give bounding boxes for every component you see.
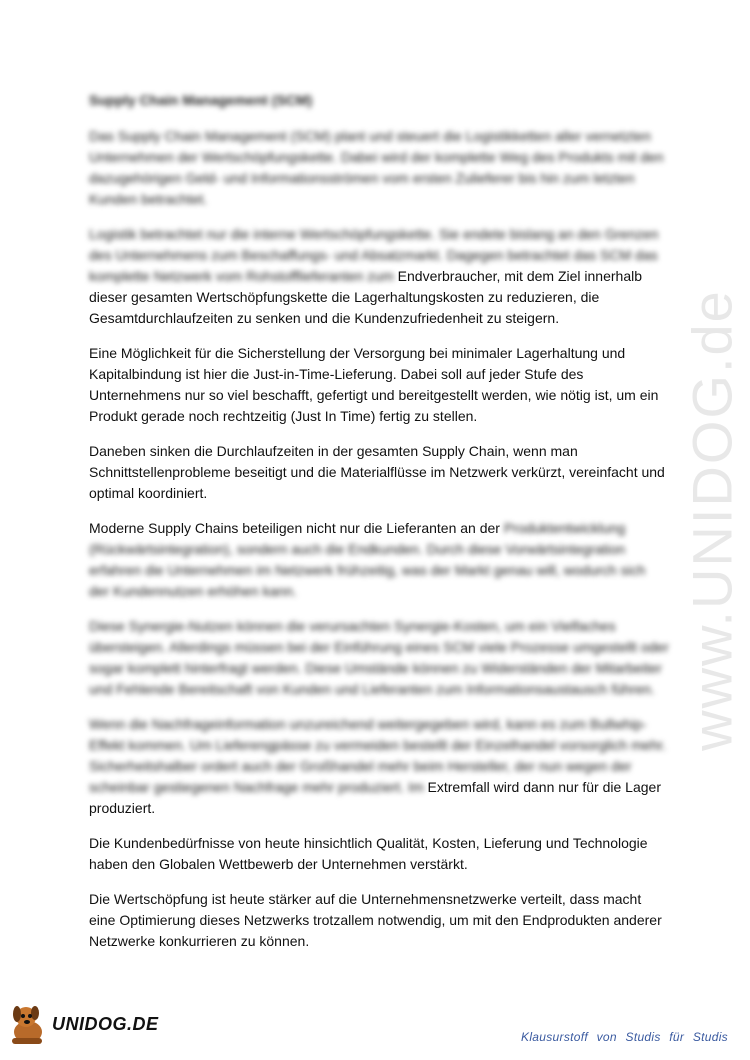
document-title: Supply Chain Management (SCM) xyxy=(89,92,313,108)
paragraph-7 xyxy=(89,714,669,819)
paragraph-5-blurred: Produktentwicklung (Rückwärtsintegration), sondern auch die Endkunden. Durch diese Vorwärtsintegration erfahren die Unternehmen im Netzwerk frühzeitig, was der Markt genau will, wodurch sich der Kundennutzen erhöhen kann. xyxy=(89,520,646,599)
paragraph-2-blurred: Logistik betrachtet nur die interne Wertschöpfungskette. Sie endete bislang an den Grenzen des Unternehmens zum Beschaffungs- und Absatzmarkt. Dagegen betrachtet das SCM das komplette Netzwerk vom Rohstofflieferanten zum xyxy=(89,226,659,284)
paragraph-9: Die Wertschöpfung ist heute stärker auf die Unternehmensnetzwerke verteilt, dass macht eine Optimierung dieses Netzwerks trotzallem notwendig, um mit den Endprodukten anderer Netzwerke konkurrieren zu können. xyxy=(89,891,662,949)
paragraph-2-clear: Endverbraucher, mit dem Ziel innerhalb dieser gesamten Wertschöpfungskette die Lagerhaltungskosten zu reduzieren, die Gesamtdurchlaufzeiten zu senken und die Kundenzufriedenheit zu steigern. xyxy=(89,268,642,326)
logo-text: UNIDOG.DE xyxy=(52,1014,159,1034)
watermark xyxy=(680,280,744,760)
paragraph-5 xyxy=(89,518,669,602)
document-body xyxy=(89,90,669,966)
paragraph-1 xyxy=(89,126,669,210)
paragraph-7-clear: Extremfall wird dann nur für die Lager produziert. xyxy=(89,779,661,816)
paragraph-1-blurred: Das Supply Chain Management (SCM) plant und steuert die Logistikketten aller vernetzten Unternehmen der Wertschöpfungskette. Dabei wird der komplette Weg des Produkts mit den dazugehörigen Geld- und Informationsströmen vom ersten Zulieferer bis hin zum letzten Kunden betrachtet. xyxy=(89,128,664,207)
paragraph-3: Eine Möglichkeit für die Sicherstellung der Versorgung bei minimaler Lagerhaltung und Kapitalbindung ist hier die Just-in-Time-Lieferung. Dabei soll auf jeder Stufe des Unternehmens nur so viel beschafft, gefertigt und bereitgestellt werden, wie nötig ist, um ein Produkt gerade noch rechtzeitig (Just In Time) fertig zu stellen. xyxy=(89,345,659,424)
paragraph-7-blurred: Wenn die Nachfrageinformation unzureichend weitergegeben wird, kann es zum Bullwhip-Effekt kommen. Um Lieferengpässe zu vermeiden bestellt der Einzelhandel vorsorglich mehr. Sicherheitshalber ordert auch der Großhandel mehr beim Hersteller, der nun wegen der scheinbar gestiegenen Nachfrage mehr produziert. Im xyxy=(89,716,667,795)
unidog-logo[interactable] xyxy=(4,1000,174,1050)
paragraph-8: Die Kundenbedürfnisse von heute hinsichtlich Qualität, Kosten, Lieferung und Technologie haben den Globalen Wettbewerb der Unternehmen verstärkt. xyxy=(89,835,648,872)
footer-slogan: Klausurstoff von Studis für Studis xyxy=(521,1030,728,1044)
paragraph-2 xyxy=(89,224,669,329)
paragraph-5-clear: Moderne Supply Chains beteiligen nicht nur die Lieferanten an der xyxy=(89,520,500,536)
paragraph-6-blurred: Diese Synergie-Nutzen können die verursachten Synergie-Kosten, um ein Vielfaches übersteigen. Allerdings müssen bei der Einführung eines SCM viele Prozesse umgestellt oder sogar komplett hinterfragt werden. Diese Umstände können zu Widerständen der Mitarbeiter und Fehlende Bereitschaft von Kunden und Lieferanten zum Informationsaustausch führen. xyxy=(89,618,669,697)
watermark-text: www.UNIDOG.de xyxy=(680,289,744,751)
paragraph-6 xyxy=(89,616,669,700)
paragraph-4: Daneben sinken die Durchlaufzeiten in der gesamten Supply Chain, wenn man Schnittstellenprobleme beseitigt und die Materialflüsse im Netzwerk verkürzt, vereinfacht und optimal koordiniert. xyxy=(89,443,665,501)
dog-mascot-icon xyxy=(6,1002,52,1048)
